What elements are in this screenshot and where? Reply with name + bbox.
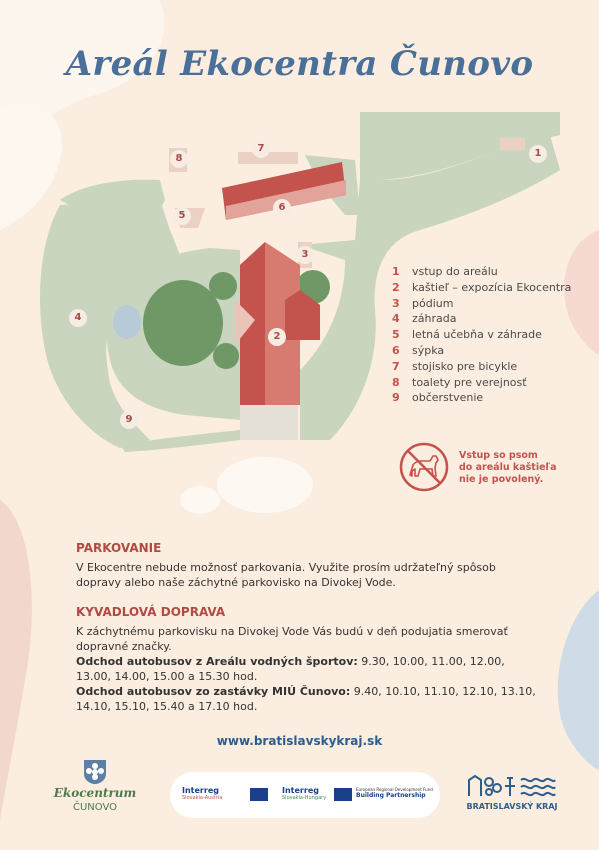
ekocentrum-logo: Ekocentrum ČUNOVO [50, 756, 140, 818]
interreg-sk-hu-logo: Interreg Slovakia-Hungary [282, 786, 327, 801]
manor-lower [240, 405, 298, 440]
legend-item: 3 pódium [392, 296, 454, 310]
eu-flag-icon [334, 788, 352, 801]
pond [113, 305, 141, 339]
legend-item: 9 občerstvenie [392, 391, 484, 405]
map-marker-6[interactable]: 6 [273, 199, 291, 217]
parking-title: PARKOVANIE [76, 541, 162, 555]
bratislavsky-kraj-logo: BRATISLAVSKÝ KRAJ [464, 774, 560, 816]
building-partnership-logo: European Regional Development Fund Building Partnership [356, 787, 433, 799]
map-marker-5[interactable]: 5 [173, 207, 191, 225]
eu-flag-icon [250, 788, 268, 801]
legend-item: 6 sýpka [392, 343, 445, 357]
parking-text: V Ekocentre nebude možnosť parkovania. Využite prosím udržateľný spôsob dopravy alebo naše záchytné parkovisko na Divokej Vode. [76, 561, 496, 589]
bk-emblem-icon [467, 774, 557, 798]
shuttle-text: K záchytnému parkovisku na Divokej Vode Vás budú v deň podujatia smerovať dopravné značky. [76, 625, 508, 653]
map-marker-9[interactable]: 9 [120, 411, 138, 429]
shuttle-title: KYVADLOVÁ DOPRAVA [76, 605, 226, 619]
tree-west [209, 272, 237, 300]
shuttle-section [76, 605, 536, 714]
flower-icon [80, 756, 110, 786]
map-marker-8[interactable]: 8 [170, 150, 188, 168]
no-dogs-icon [398, 441, 450, 493]
no-dogs-notice: Vstup so psom do areálu kaštieľa nie je povolený. [459, 450, 557, 485]
departure-2: Odchod autobusov zo zastávky MIÚ Čunovo: 9.40, 10.10, 11.10, 12.10, 13.10, 14.10, 15.10, 15.40 a 17.10 hod. [76, 685, 536, 713]
map-marker-4[interactable]: 4 [69, 309, 87, 327]
legend-item: 8 toalety pre verejnosť [392, 375, 527, 389]
departure-1: Odchod autobusov z Areálu vodných športov: 9.30, 10.00, 11.00, 12.00, 13.00, 14.00, 15.00 a 15.30 hod. [76, 655, 505, 683]
map-marker-7[interactable]: 7 [252, 140, 270, 158]
tree-south [213, 343, 239, 369]
legend-item: 5 letná učebňa v záhrade [392, 328, 542, 342]
legend-item: 1 vstup do areálu [392, 265, 498, 278]
map-legend [392, 265, 571, 407]
map-marker-2[interactable]: 2 [268, 328, 286, 346]
entrance-gate [500, 138, 525, 150]
parking-section [76, 541, 536, 590]
website-link[interactable]: www.bratislavskykraj.sk [216, 734, 383, 748]
legend-item: 2 kaštieľ – expozícia Ekocentra [392, 280, 572, 294]
map-marker-3[interactable]: 3 [296, 246, 314, 264]
legend-item: 4 záhrada [392, 312, 457, 326]
partner-logos [170, 772, 440, 818]
map-marker-1[interactable]: 1 [529, 145, 547, 163]
page-title: Areál Ekocentra Čunovo [65, 44, 534, 84]
interreg-sk-at-logo: Interreg Slovakia-Austria [182, 786, 223, 801]
legend-item: 7 stojisko pre bicykle [392, 359, 518, 373]
